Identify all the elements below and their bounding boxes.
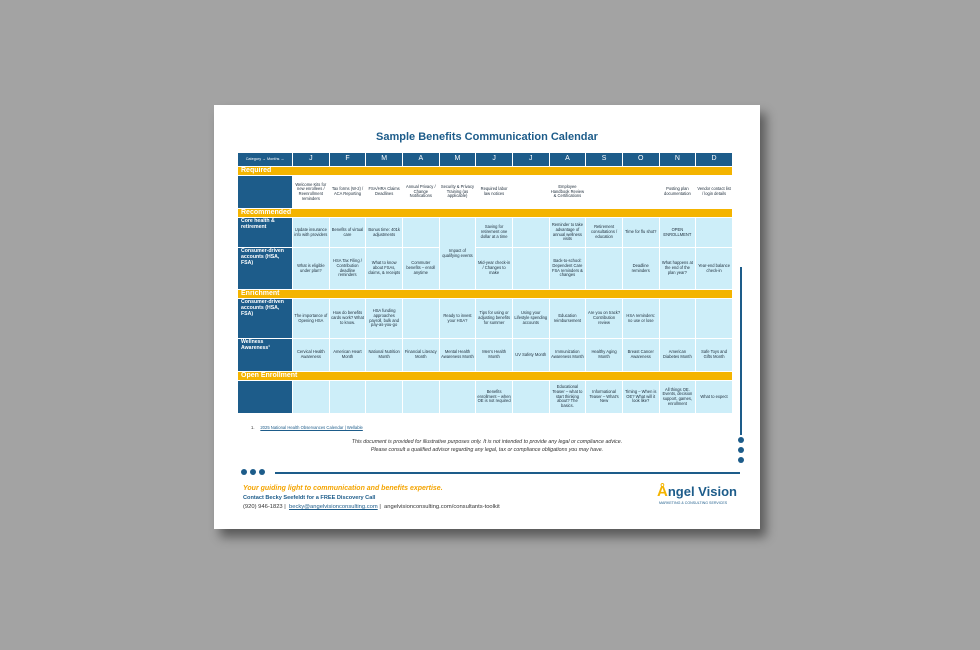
decorative-dots-right <box>738 437 744 467</box>
calendar-cell <box>696 218 733 248</box>
calendar-cell: Required labor law notices <box>476 176 513 209</box>
calendar-cell: Mental Health Awareness Month <box>439 339 476 372</box>
section-band-required <box>238 167 733 176</box>
calendar-cell <box>366 381 403 414</box>
row-category-required <box>238 176 293 209</box>
calendar-cell <box>402 299 439 339</box>
month-header: O <box>622 153 659 167</box>
calendar-cell: OPEN ENROLLMENT <box>659 218 696 248</box>
angel-vision-logo <box>657 483 737 505</box>
calendar-cell: Educational Teaser – what to start thinking about? The basics. <box>549 381 586 414</box>
calendar-cell: Commuter benefits – enroll anytime <box>402 248 439 290</box>
calendar-cell <box>329 381 366 414</box>
calendar-cell <box>696 299 733 339</box>
calendar-cell <box>512 381 549 414</box>
calendar-cell: Are you on track? Contribution review <box>586 299 623 339</box>
month-header: J <box>293 153 330 167</box>
calendar-cell: Immunization Awareness Month <box>549 339 586 372</box>
calendar-cell: Informational Teaser – What’s New <box>586 381 623 414</box>
email-link[interactable]: becky@angelvisionconsulting.com <box>289 504 378 510</box>
dot-icon <box>241 469 247 475</box>
month-header: N <box>659 153 696 167</box>
calendar-cell: Safe Toys and Gifts Month <box>696 339 733 372</box>
calendar-cell: Benefits enrollment – when OE is not required <box>476 381 513 414</box>
disclaimer <box>214 438 760 454</box>
row-category-consumer-accounts: Consumer-driven accounts (HSA, FSA) <box>238 299 293 339</box>
calendar-cell: Education reimbursement <box>549 299 586 339</box>
row-category-core-health: Core health & retirement <box>238 218 293 248</box>
calendar-cell: FSA/HRA Claims Deadlines <box>366 176 403 209</box>
month-header: M <box>439 153 476 167</box>
decorative-divider <box>275 472 740 474</box>
table-row-core-health <box>238 218 733 248</box>
dot-icon <box>738 437 744 443</box>
row-category-open-enrollment <box>238 381 293 414</box>
disclaimer-line-2: Please consult a qualified advisor regarding any legal, tax or compliance obligations you may have. <box>370 447 604 453</box>
section-band-enrichment <box>238 290 733 299</box>
table-row-open-enrollment <box>238 381 733 414</box>
logo-text: ngel Vision <box>667 484 737 499</box>
month-header: A <box>402 153 439 167</box>
month-header: D <box>696 153 733 167</box>
document-page <box>214 105 760 529</box>
calendar-cell: Ready to invest your HSA? <box>439 299 476 339</box>
calendar-cell: What to know about FSAs, claims, & receipts <box>366 248 403 290</box>
section-label-required: Required <box>238 167 733 176</box>
calendar-cell: Healthy Aging Month <box>586 339 623 372</box>
calendar-cell: Mid-year check-in / Changes to make <box>476 248 513 290</box>
section-label-enrichment: Enrichment <box>238 290 733 299</box>
month-header: A <box>549 153 586 167</box>
calendar-cell: Financial Literacy Month <box>402 339 439 372</box>
month-header-row <box>238 153 733 167</box>
calendar-table <box>237 152 733 414</box>
calendar-cell: Saving for retirement one dollar at a time <box>476 218 513 248</box>
calendar-cell: Timing – When is OE? What will it look like? <box>622 381 659 414</box>
tagline: Your guiding light to communication and benefits expertise. <box>243 485 443 492</box>
calendar-cell: HSA Tax Filing / Contribution deadline reminders <box>329 248 366 290</box>
calendar-cell <box>512 218 549 248</box>
lamp-icon: Å <box>657 483 668 500</box>
logo-subtitle: MARKETING & CONSULTING SERVICES <box>659 501 728 505</box>
section-label-open-enrollment: Open Enrollment <box>238 372 733 381</box>
table-row-consumer-recommended <box>238 248 733 290</box>
calendar-cell: What to expect <box>696 381 733 414</box>
calendar-cell <box>512 176 549 209</box>
calendar-cell: UV Safety Month <box>512 339 549 372</box>
calendar-cell: Benefits of virtual care <box>329 218 366 248</box>
footnote <box>251 425 363 430</box>
calendar-cell: Security & Privacy Training (as applicable) <box>439 176 476 209</box>
calendar-cell <box>586 248 623 290</box>
dot-icon <box>738 447 744 453</box>
calendar-cell: Vendor contact list / login details <box>696 176 733 209</box>
row-category-consumer-accounts: Consumer-driven accounts (HSA, FSA) <box>238 248 293 290</box>
decorative-dots-left <box>241 469 265 475</box>
calendar-cell: What is eligible under plan? <box>293 248 330 290</box>
section-band-open-enrollment <box>238 372 733 381</box>
month-header: J <box>512 153 549 167</box>
logo-wordmark <box>657 483 737 500</box>
calendar-cell: HSA funding approaches payroll, bulk and pay-as-you-go <box>366 299 403 339</box>
calendar-cell: Year-end balance check-in <box>696 248 733 290</box>
calendar-cell <box>586 176 623 209</box>
contact-line: Contact Becky Seefeldt for a FREE Discovery Call <box>243 495 376 501</box>
calendar-cell: Back-to-school: Dependent Care FSA reminders & changes <box>549 248 586 290</box>
calendar-cell <box>402 381 439 414</box>
calendar-cell: All things OE. Events, decision support, games, enrollment <box>659 381 696 414</box>
calendar-cell: National Nutrition Month <box>366 339 403 372</box>
calendar-cell: Update insurance info with providers <box>293 218 330 248</box>
section-band-recommended <box>238 209 733 218</box>
dot-icon <box>738 457 744 463</box>
calendar-cell: Bonus time: 401k adjustments <box>366 218 403 248</box>
calendar-cell: Using your Lifestyle spending accounts <box>512 299 549 339</box>
calendar-cell: American Diabetes Month <box>659 339 696 372</box>
calendar-cell-impact: Impact of qualifying events <box>439 218 476 290</box>
calendar-cell: Reminder to take advantage of annual wellness visits <box>549 218 586 248</box>
calendar-cell: Deadline reminders <box>622 248 659 290</box>
table-row-consumer-enrichment <box>238 299 733 339</box>
calendar-cell: Annual Privacy / Change Notifications <box>402 176 439 209</box>
calendar-cell: What happens at the end of the plan year? <box>659 248 696 290</box>
dot-icon <box>259 469 265 475</box>
section-label-recommended: Recommended <box>238 209 733 218</box>
footnote-link[interactable]: 2025 National Health Observances Calendar | Wellable <box>260 425 363 430</box>
calendar-cell: Cervical Health Awareness <box>293 339 330 372</box>
calendar-cell: Welcome Kits for new enrollees / Reenrollment reminders <box>293 176 330 209</box>
calendar-cell: Employee Handbook Review & Certifications <box>549 176 586 209</box>
calendar-cell: Time for flu shot? <box>622 218 659 248</box>
calendar-cell: Men’s Health Month <box>476 339 513 372</box>
calendar-cell: How do benefits cards work? What to know. <box>329 299 366 339</box>
calendar-cell <box>402 218 439 248</box>
month-header: M <box>366 153 403 167</box>
table-row-required <box>238 176 733 209</box>
calendar-cell: The importance of Opening HSA <box>293 299 330 339</box>
phone-number: (920) 946-1823 <box>243 504 283 510</box>
calendar-cell <box>512 248 549 290</box>
calendar-cell: American Heart Month <box>329 339 366 372</box>
table-row-wellness <box>238 339 733 372</box>
calendar-cell: Breast Cancer Awareness <box>622 339 659 372</box>
calendar-cell: Posting plan documentation <box>659 176 696 209</box>
footnote-number: 1. <box>251 425 255 430</box>
category-months-header: Category → Months → <box>238 153 293 167</box>
dot-icon <box>250 469 256 475</box>
month-header: J <box>476 153 513 167</box>
calendar-cell: Tips for using or adjusting benefits for summer <box>476 299 513 339</box>
calendar-cell <box>439 381 476 414</box>
calendar-cell <box>293 381 330 414</box>
calendar-cell: Tax forms (W-2) / ACA Reporting <box>329 176 366 209</box>
website-link[interactable]: angelvisionconsulting.com/consultants-toolkit <box>384 504 500 510</box>
month-header: F <box>329 153 366 167</box>
calendar-cell <box>622 176 659 209</box>
row-category-wellness: Wellness Awareness¹ <box>238 339 293 372</box>
calendar-cell: Retirement consultations / education <box>586 218 623 248</box>
disclaimer-line-1: This document is provided for illustrative purposes only. It is not intended to provide any legal or compliance advice. <box>351 439 623 445</box>
calendar-cell <box>659 299 696 339</box>
contact-details: (920) 946-1823 | becky@angelvisionconsulting.com | angelvisionconsulting.com/consultants-toolkit <box>243 504 500 510</box>
page-title: Sample Benefits Communication Calendar <box>376 131 598 143</box>
calendar-cell: HSA reminders: no use or lose <box>622 299 659 339</box>
month-header: S <box>586 153 623 167</box>
decorative-vertical-line <box>740 267 742 435</box>
